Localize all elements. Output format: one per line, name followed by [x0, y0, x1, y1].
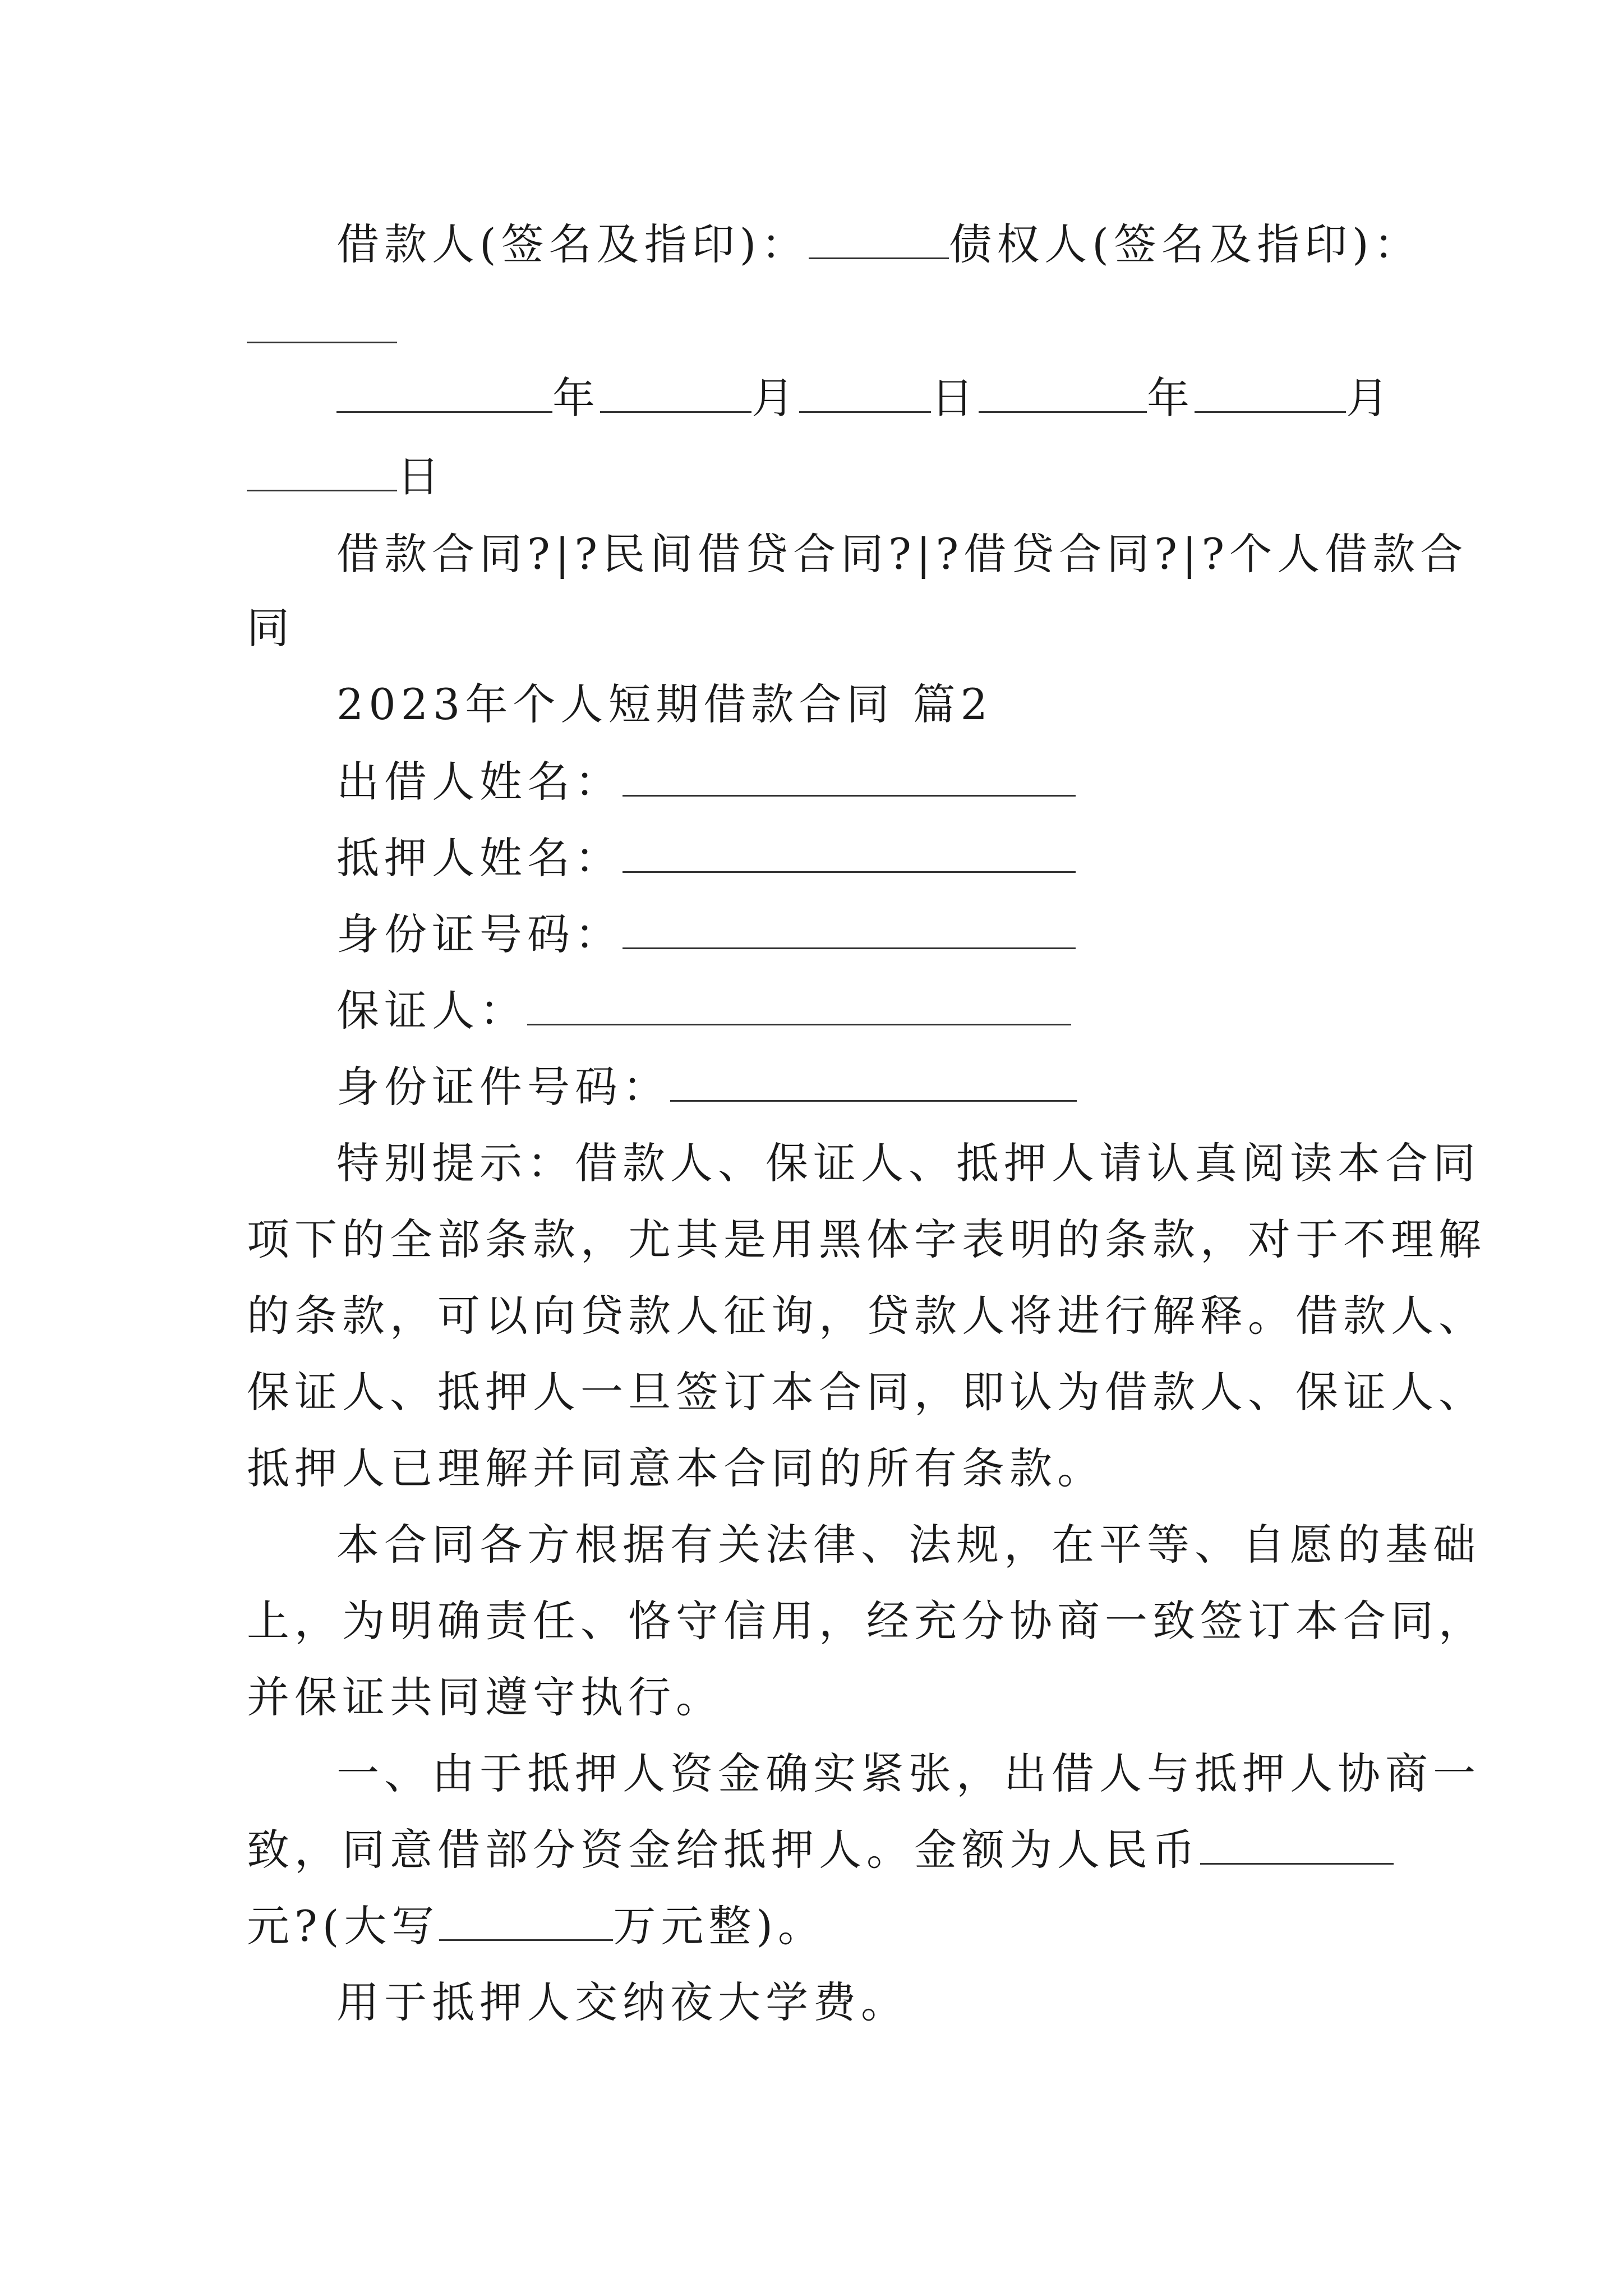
purpose-line: 用于抵押人交纳夜大学费。 — [336, 1977, 909, 2027]
guarantor-field — [336, 986, 1071, 1036]
notice-line: 项下的全部条款，尤其是用黑体字表明的条款，对于不理解 — [247, 1214, 1486, 1264]
amount-figure-blank — [1200, 1829, 1394, 1865]
notice-line: 的条款，可以向贷款人征询，贷款人将进行解释。借款人、 — [247, 1291, 1486, 1341]
related-links: 借款合同?|?民间借贷合同?|?借贷合同?|?个人借款合 — [336, 529, 1468, 579]
clause1-capital-label: 元?(大写 — [247, 1901, 440, 1951]
clause1-capital-suffix: 万元整)。 — [613, 1901, 826, 1951]
year-label-2: 年 — [1147, 373, 1195, 423]
date-line-continued — [247, 452, 445, 501]
year-blank-2 — [979, 378, 1147, 413]
month-label-2: 月 — [1346, 373, 1394, 423]
day-label-1: 日 — [931, 373, 979, 423]
day-blank-2 — [247, 456, 397, 491]
notice-line: 抵押人已理解并同意本合同的所有条款。 — [247, 1443, 1105, 1493]
clause1-line2 — [247, 1825, 1394, 1875]
guarantor-id-blank — [670, 1066, 1077, 1102]
related-links-tail: 同 — [247, 603, 294, 653]
month-blank-2 — [1195, 378, 1346, 413]
section-title: 2023年个人短期借款合同 篇2 — [336, 679, 993, 729]
preamble-line: 并保证共同遵守执行。 — [247, 1672, 723, 1722]
mortgagor-name-field — [336, 833, 1076, 883]
creditor-signature-blank — [247, 308, 397, 343]
month-label-1: 月 — [751, 373, 799, 423]
id-number-label: 身份证号码： — [336, 909, 623, 959]
mortgagor-name-blank — [623, 838, 1076, 873]
guarantor-label: 保证人： — [336, 986, 527, 1036]
id-number-blank — [623, 914, 1076, 949]
notice-line: 保证人、抵押人一旦签订本合同，即认为借款人、保证人、 — [247, 1367, 1486, 1417]
borrower-signature-label: 借款人(签名及指印)： — [336, 219, 809, 269]
year-label-1: 年 — [552, 373, 600, 423]
borrower-signature-blank — [809, 224, 949, 259]
creditor-signature-blank-line — [247, 307, 397, 350]
notice-line: 特别提示：借款人、保证人、抵押人请认真阅读本合同 — [336, 1138, 1481, 1188]
guarantor-blank — [527, 990, 1071, 1025]
creditor-signature-label: 债权人(签名及指印)： — [949, 219, 1422, 269]
clause1-line3 — [247, 1901, 826, 1951]
amount-capital-blank — [439, 1906, 613, 1941]
clause1-line1: 一、由于抵押人资金确实紧张，出借人与抵押人协商一 — [336, 1749, 1481, 1798]
clause1-amount-label: 致，同意借部分资金给抵押人。金额为人民币 — [247, 1825, 1200, 1875]
preamble-line: 本合同各方根据有关法律、法规，在平等、自愿的基础 — [336, 1520, 1481, 1570]
year-blank-1 — [336, 378, 552, 413]
guarantor-id-label: 身份证件号码： — [336, 1062, 670, 1112]
lender-name-blank — [623, 761, 1076, 797]
day-blank-1 — [799, 378, 931, 413]
lender-name-label: 出借人姓名： — [336, 757, 623, 807]
date-line — [336, 373, 1394, 423]
month-blank-1 — [600, 378, 751, 413]
lender-name-field — [336, 757, 1076, 807]
id-number-field — [336, 909, 1076, 959]
preamble-line: 上，为明确责任、恪守信用，经充分协商一致签订本合同， — [247, 1596, 1486, 1646]
signature-line — [336, 219, 1422, 269]
day-label-2: 日 — [397, 452, 445, 501]
guarantor-id-field — [336, 1062, 1077, 1112]
mortgagor-name-label: 抵押人姓名： — [336, 833, 623, 883]
